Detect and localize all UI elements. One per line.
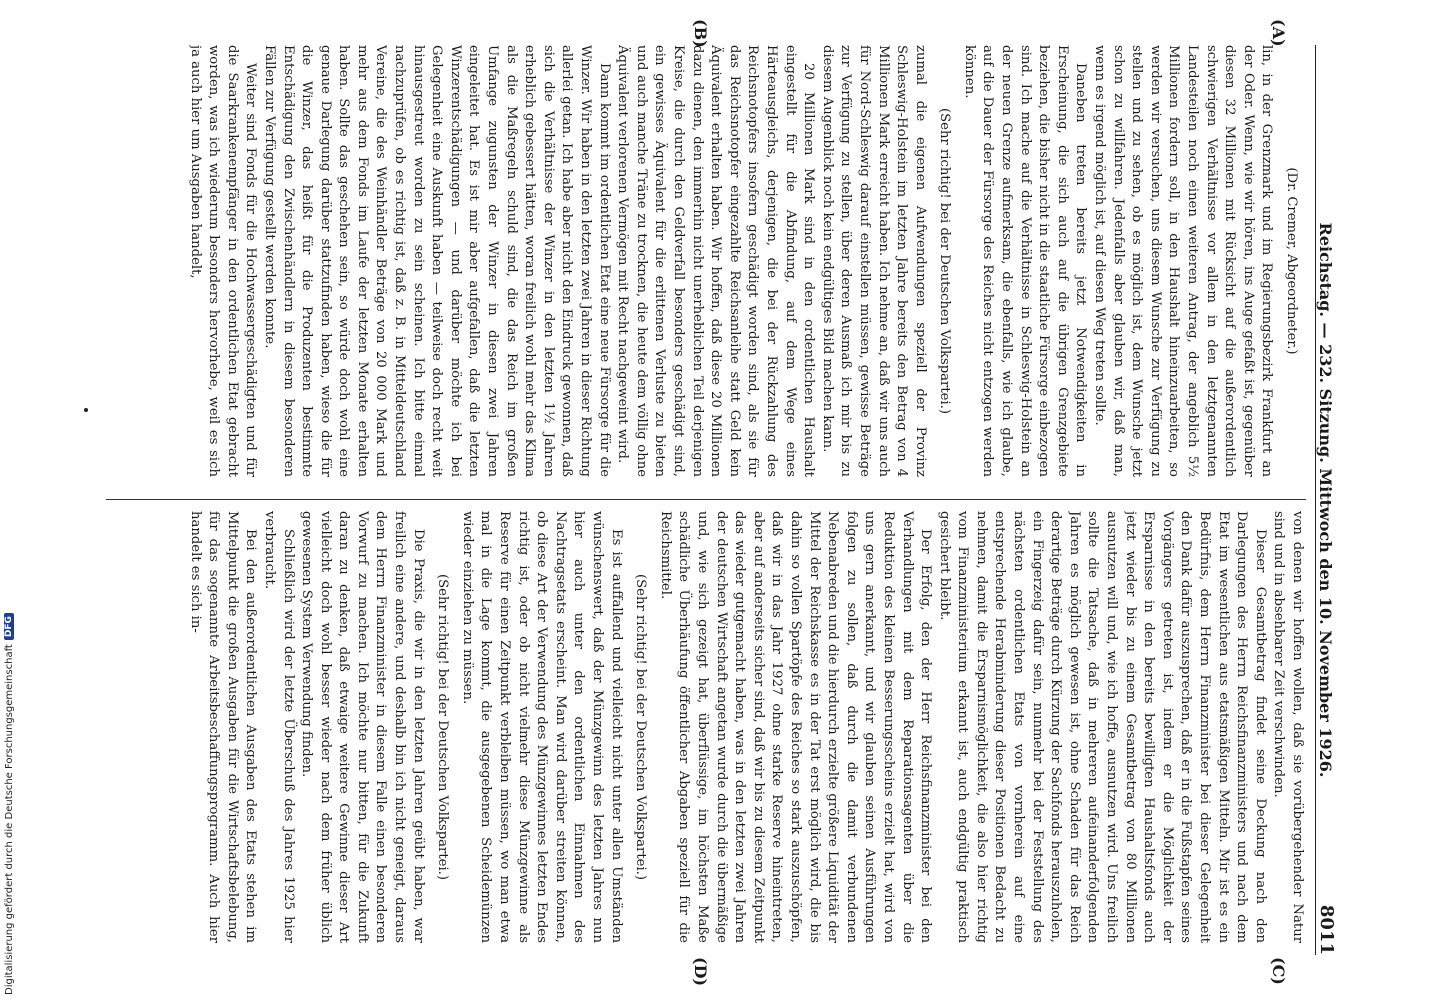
paragraph: Dieser Gesamtbetrag findet seine Deckung nach den Darlegungen des Herrn Reichsfinanzministers und nach dem Etat im wesentlichen aus etatsmäßigen Mitteln. Mir ist es ein Bedürfnis, dem Herrn Finanzminister bei dieser Gelegenheit den Dank dafür auszusprechen, daß er in die Fußstapfen seines Vorgängers getreten ist, indem er die Möglichkeit der Ersparnisse in den bereits bewilligten Haushaltsfonds auch jetzt wieder bis zu einem Gesamtbetrag von 80 Millionen ausnutzen will und, wie ich hoffe, ausnutzen wird. Uns freilich sollte die Tatsache, daß in mehreren aufeinanderfolgenden Jahren es möglich gewesen ist, ohne Schaden für das Reich derartige Beträge durch Kürzung der Sachfonds herauszuholen, ein Fingerzeig dafür sein, nunmehr bei der Feststellung des nächsten ordentlichen Etats von vornherein auf eine entsprechende Herabminderung dieser Positionen Bedacht zu nehmen, damit die Ersparnismöglichkeit, die also hier richtig vom Finanzministerium erkannt ist, auch endgültig praktisch gesichert bleibt. <box>936 511 1268 943</box>
document-page <box>90 19 1350 987</box>
header-title: Reichstag. — 232. Sitzung. Mittwoch den 10. November 1926. <box>1316 222 1335 778</box>
paragraph: Dann kommt im ordentlichen Etat eine neue Fürsorge für die Winzer. Wir haben in den letzten zwei Jahren in dieser Richtung allerlei getan. Ich habe aber nicht den Eindruck gewonnen, daß sich die Verhältnisse der Winzer in den letzten 1½ Jahren erheblich gebessert hätten, woran freilich wohl mehr das Klima als die Maßregeln schuld sind, die das Reich im großen Umfange zugunsten der Winzer in diesen zwei Jahren eingeleitet hat. Es ist mir aber aufgefallen, daß die letzten Winzerentschädigungen — und darüber möchte ich bei Gelegenheit eine Auskunft haben — teilweise doch recht weit hinausgestreut worden zu sein scheinen. Ich bitte einmal nachzuprüfen, ob es richtig ist, daß z. B. in Mitteldeutschland Vereine, die des Weinhändler Beträge von 20 000 Mark und mehr aus dem Fonds im Laufe der letzten Monate erhalten haben. Sollte das geschehen sein, so würde doch wohl eine genaue Darlegung darüber stattzufinden haben, wieso die für die Winzer, das heißt für die Produzenten bestimmte Entschädigung den Zwischenhändlern in diesem besonderen Fällen zur Verfügung gestellt werden konnte. <box>261 45 612 477</box>
paragraph: Es ist auffallend und vielleicht nicht unter allen Umständen wünschenswert, daß der Münzgewinn des letzten Jahres nun hier auch unter den ordentlichen Einnahmen des Nachtragsetats erscheint. Man wird darüber streiten können, ob diese Art der Verwendung des Münzgewinnes letzten Endes richtig ist, oder ob nicht vielmehr diese Münzgewinne als Reserve für einen Zeitpunkt verbleiben müssen, wo man etwa mal in die Lage kommt, die ausgegebenen Scheidemünzen wieder einziehen zu müssen. <box>459 511 624 943</box>
credit-text: Digitalisierung gefördert durch die Deutsche Forschungsgemeinschaft <box>3 644 15 995</box>
column-divider <box>106 499 1306 500</box>
paragraph: Bei den außerordentlichen Ausgaben des Etats stehen im Mittelpunkt die großen Ausgaben für die Wirtschaftsbelebung, für das sogenannte Arbeitsbeschaffungsprogramm. Auch hier handelt es sich in- <box>187 511 259 943</box>
paragraph: Weiter sind Fonds für die Hochwassergeschädigten und für die Saarkrankenempfänger in den ordentlichen Etat gebracht worden, was ich wiederum besonders hervorhebe, weil es sich ja auch hier um Ausgaben handelt, <box>187 45 259 477</box>
interjection: (Sehr richtig! bei der Deutschen Volkspartei.) <box>435 573 451 881</box>
margin-marker-d: (D) <box>691 957 710 987</box>
right-column <box>106 511 1306 943</box>
margin-marker-a: (A) <box>1269 19 1288 47</box>
paragraph: Daneben treten bereits jetzt Notwendigkeiten in Erscheinung, die sich auch auf die übrigen Grenzgebiete beziehen, die bisher nicht in die staatliche Fürsorge einbezogen sind. Ich mache auf die Verhältnisse in Schleswig-Holstein an der neuen Grenze aufmerksam, die ebenfalls, wie ich glaube, auf die Dauer der Fürsorge des Reiches nicht entzogen werden können. <box>961 45 1089 477</box>
page-number: 8011 <box>1316 904 1337 955</box>
left-column <box>106 45 1306 477</box>
speaker-label: (Dr. Cremer, Abgeordneter.) <box>1284 167 1299 355</box>
scan-speck <box>84 408 88 412</box>
paragraph: Schließlich wird der letzte Überschuß des Jahres 1925 hier verbraucht. <box>261 511 296 943</box>
margin-marker-c: (C) <box>1269 957 1288 985</box>
rotated-content <box>90 19 1350 987</box>
paragraph: Der Erfolg, den der Herr Reichsfinanzminister bei den Verhandlungen mit dem Reparationsagenten über die Reduktion des kleinen Besserungsscheins erzielt hat, wird von uns gern anerkannt, und wir glauben seinen Ausführungen folgen zu sollen, daß durch die damit verbundenen Nebenabreden und die hierdurch erzielte größere Liquidität der Mittel der Reichskasse es in der Tat erst möglich wird, die bis dahin so vollen Spartöpfe des Reiches so stark auszuschöpfen, daß wir in das Jahr 1927 ohne starke Reserve hineintreten, aber auf anderseits sicher sind, daß wir bis zu diesem Zeitpunkt das wieder gutgemacht haben, was in den letzten zwei Jahren der deutschen Wirtschaft angetan wurde durch die übermäßige und, wie sich gezeigt hat, überflüssige, im höchsten Maße schädliche Überhäufung öffentlicher Abgaben speziell für die Reichsmittel. <box>657 511 934 943</box>
paragraph: lin, in der Grenzmark und im Regierungsbezirk Frankfurt an der Oder. Wenn, wie wir hören, ins Auge gefaßt ist, gegenüber diesen 32 Millionen mit Rücksicht auf die außerordentlich schwierigen Verhältnisse vor allem in den letztgenannten Landesteilen noch einen weiteren Antrag, der angeblich 5½ Millionen fordern soll, in den Haushalt hineinzuarbeiten, so werden wir versuchen, uns diesem Wunsche zur Verfügung zu stellen und zu sehen, ob es möglich ist, dem Wunsche jetzt schon zu willfahren. Jedenfalls aber glauben wir, daß man, wenn es irgend möglich ist, auf diesen Weg treten sollte. <box>1092 45 1275 477</box>
page-header <box>1315 45 1350 955</box>
paragraph: zumal die eigenen Aufwendungen speziell der Provinz Schleswig-Holstein im letzten Jahre bereits den Betrag von 4 Millionen Mark erreicht haben. Ich nehme an, daß wir uns auch für Nord-Schleswig darauf einstellen müssen, gewisse Beträge zur Verfügung zu stellen, über deren Ausmaß ich mir bis zu diesem Augenblick noch kein endgültiges Bild machen kann. <box>819 45 928 477</box>
interjection: (Sehr richtig! bei der Deutschen Volkspartei.) <box>633 573 649 881</box>
interjection: (Sehr richtig! bei der Deutschen Volkspartei.) <box>937 107 953 415</box>
margin-marker-b: (B) <box>691 19 710 48</box>
digitization-credit <box>2 5 16 995</box>
dfg-logo: DFG <box>4 613 14 640</box>
paragraph: von denen wir hoffen wollen, daß sie vorübergehender Natur sind und in absehbarer Zeit verschwinden. <box>1271 511 1305 943</box>
paragraph: 20 Millionen Mark sind in den ordentlichen Haushalt eingestellt für die Abfindung, auf dem Wege eines Härteausgleichs, derjenigen, die bei der Rückzahlung des Reichsnotopfers insofern geschädigt worden sind, als sie für das Reichsnotopfer eingezahlte Reichsanleihe statt Geld kein Äquivalent erhalten haben. Wir hoffen, daß diese 20 Millionen dazu dienen, den immerhin nicht unerheblichen Teil derjenigen Kreise, die durch den Geldverfall besonders geschädigt sind, ein gewisses Äquivalent für die erlittenen Verluste zu bieten und auch manche Träne zu trocknen, die heute dem völlig ohne Äquivalent verlorenen Vermögen mit Recht nachgeweint wird. <box>615 45 817 477</box>
paragraph: Die Praxis, die wir in den letzten Jahren geübt haben, war freilich eine andere, und deshalb bin ich nicht geneigt, daraus dem Herrn Finanzminister in diesem Falle einen besonderen Vorwurf zu machen. Ich möchte nur bitten, für die Zukunft daran zu denken, daß etwaige weitere Gewinne dieser Art vielleicht doch wohl besser wieder nach dem früher üblich gewesenen System Verwendung finden. <box>299 511 426 943</box>
